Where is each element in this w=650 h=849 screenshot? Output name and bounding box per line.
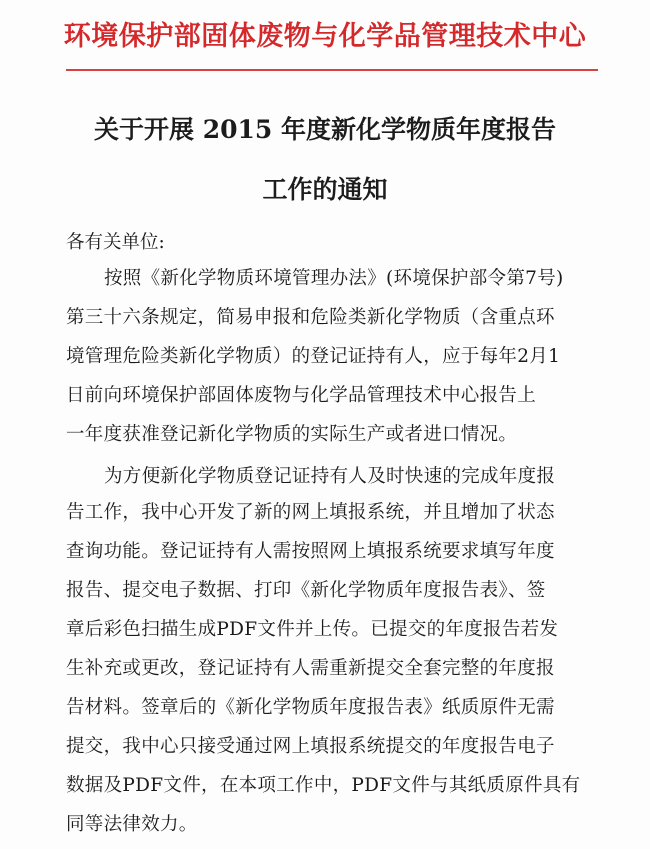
paragraph-2-line: 为方便新化学物质登记证持有人及时快速的完成年度报 [104,466,556,487]
paragraph-1-line: 按照《新化学物质环境管理办法》(环境保护部令第7号) [104,268,564,289]
paragraph-2-line: 生补充或更改，登记证持有人需重新提交全套完整的年度报 [66,658,555,679]
paragraph-2-line: 报告、提交电子数据、打印《新化学物质年度报告表》、签 [66,580,546,601]
notice-title-line-2: 工作的通知 [262,175,388,204]
letterhead-org-name: 环境保护部固体废物与化学品管理技术中心 [63,21,587,52]
salutation: 各有关单位: [66,232,165,253]
paragraph-1-line: 日前向环境保护部固体废物与化学品管理技术中心报告上 [66,385,537,406]
paragraph-2-line: 查询功能。登记证持有人需按照网上填报系统要求填写年度 [66,541,555,562]
paragraph-2-line: 数据及PDF文件，在本项工作中，PDF文件与其纸质原件具有 [66,775,581,796]
paragraph-1-line: 境管理危险类新化学物质）的登记证持有人，应于每年2月1 [66,346,561,367]
notice-title-line-1: 关于开展 2015 年度新化学物质年度报告 [94,115,556,144]
paragraph-2-line: 告材料。签章后的《新化学物质年度报告表》纸质原件无需 [66,697,555,718]
paragraph-1-line: 一年度获准登记新化学物质的实际生产或者进口情况。 [66,424,518,445]
paragraph-2-line: 同等法律效力。 [66,814,198,835]
paragraph-2-line: 章后彩色扫描生成PDF文件并上传。已提交的年度报告若发 [66,619,559,640]
letterhead-divider [66,69,598,71]
paragraph-2-line: 提交，我中心只接受通过网上填报系统提交的年度报告电子 [66,736,555,757]
paragraph-1-line: 第三十六条规定，简易申报和危险类新化学物质（含重点环 [66,307,555,328]
paragraph-2-line: 告工作，我中心开发了新的网上填报系统，并且增加了状态 [66,502,555,523]
